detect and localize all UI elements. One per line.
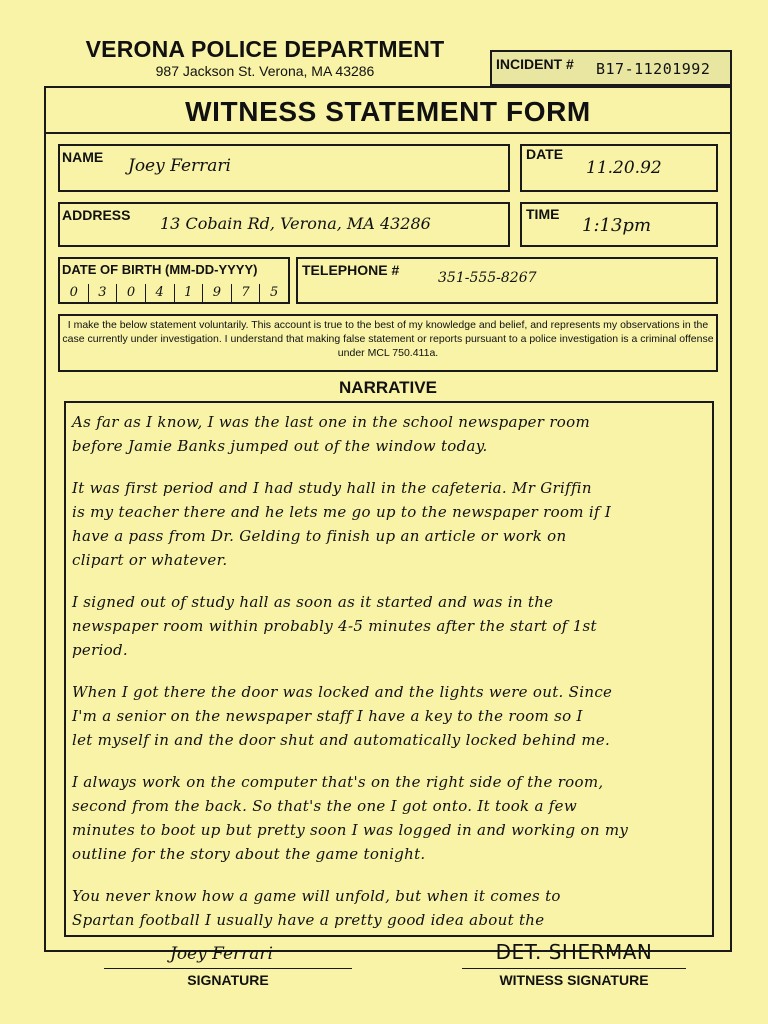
name-field[interactable] (58, 144, 510, 192)
narrative-line: When I got there the door was locked and the lights were out. Since (72, 683, 613, 701)
dob-digit: 1 (175, 284, 204, 302)
witness-signature-value: DET. SHERMAN (495, 940, 653, 964)
signature-label: SIGNATURE (187, 972, 269, 988)
narrative-line: I always work on the computer that's on the right side of the room, (72, 773, 604, 791)
form-title: WITNESS STATEMENT FORM (185, 96, 591, 127)
dob-digit: 7 (232, 284, 261, 302)
name-value: Joey Ferrari (128, 156, 231, 176)
paragraph-gap (72, 752, 712, 770)
paragraph-gap (72, 458, 712, 476)
narrative-line: is my teacher there and he lets me go up to the newspaper room if I (72, 503, 612, 521)
witness-signature-line (462, 968, 686, 969)
narrative-line: You never know how a game will unfold, but when it comes to (72, 887, 561, 905)
name-label: NAME (62, 149, 104, 165)
address-label: ADDRESS (62, 207, 131, 223)
department-address: 987 Jackson St. Verona, MA 43286 (155, 63, 375, 79)
dob-digit: 9 (203, 284, 232, 302)
paragraph-gap (72, 662, 712, 680)
time-value: 1:13pm (582, 215, 652, 236)
signature-line (104, 968, 352, 969)
paragraph-gap (72, 866, 712, 884)
narrative-line: minutes to boot up but pretty soon I was logged in and working on my (72, 821, 629, 839)
paragraph-gap (72, 572, 712, 590)
signature-value: Joey Ferrari (170, 944, 273, 964)
narrative-line: outline for the story about the game tonight. (72, 845, 426, 863)
witness-signature-label: WITNESS SIGNATURE (499, 972, 649, 988)
narrative-line: I'm a senior on the newspaper staff I have a key to the room so I (72, 707, 583, 725)
statement-notice: I make the below statement voluntarily. This account is true to the best of my knowledge and belief, and represents my observations in the case currently under investigation. I understand that making false statement or reports pursuant to a police investigation is a criminal offense under MCL 750.411a. (62, 319, 714, 359)
date-value: 11.20.92 (586, 158, 662, 178)
narrative-title: NARRATIVE (339, 378, 437, 397)
telephone-label: TELEPHONE # (302, 262, 400, 278)
telephone-value: 351-555-8267 (438, 270, 537, 286)
narrative-line: I signed out of study hall as soon as it started and was in the (72, 593, 554, 611)
incident-label: INCIDENT # (496, 56, 574, 72)
narrative-line: period. (72, 641, 128, 659)
incident-number: B17-11201992 (596, 60, 711, 78)
address-value: 13 Cobain Rd, Verona, MA 43286 (160, 214, 431, 233)
dob-digit: 5 (270, 285, 279, 300)
narrative-line: As far as I know, I was the last one in the school newspaper room (72, 413, 590, 431)
narrative-line: before Jamie Banks jumped out of the window today. (72, 437, 488, 455)
narrative-line: Spartan football I usually have a pretty good idea about the (72, 911, 545, 929)
title-divider (44, 132, 732, 134)
narrative-line: second from the back. So that's the one I got onto. It took a few (72, 797, 577, 815)
date-label: DATE (526, 146, 564, 162)
narrative-line: It was first period and I had study hall in the cafeteria. Mr Griffin (72, 479, 592, 497)
dob-digit-cells (60, 284, 288, 302)
department-name: VERONA POLICE DEPARTMENT (85, 36, 445, 62)
narrative-line: have a pass from Dr. Gelding to finish up an article or work on (72, 527, 567, 545)
narrative-line: clipart or whatever. (72, 551, 228, 569)
dob-label: DATE OF BIRTH (MM-DD-YYYY) (62, 262, 258, 277)
dob-digit: 4 (146, 284, 175, 302)
narrative-line: let myself in and the door shut and automatically locked behind me. (72, 731, 611, 749)
dob-digit: 3 (89, 284, 118, 302)
narrative-text (72, 410, 712, 932)
dob-digit: 0 (60, 284, 89, 302)
dob-digit: 0 (117, 284, 146, 302)
narrative-line: newspaper room within probably 4-5 minutes after the start of 1st (72, 617, 597, 635)
time-label: TIME (526, 206, 560, 222)
